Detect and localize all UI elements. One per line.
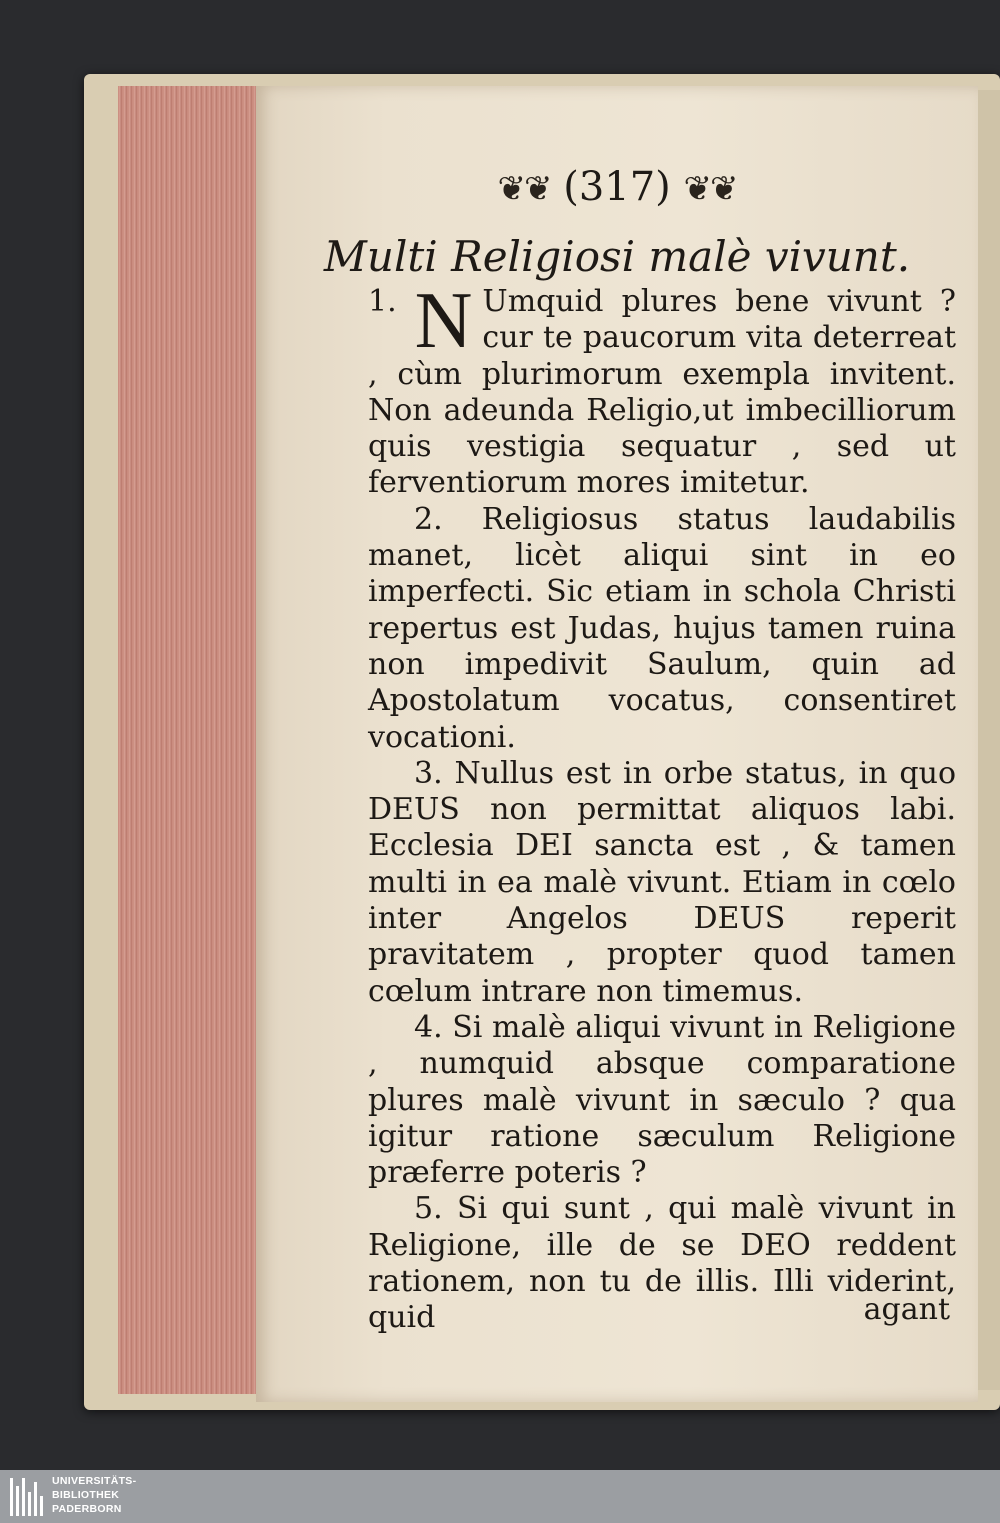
paragraph-3: 3. Nullus est in orbe status, in quo DEUS non permittat aliquos labi. Ecclesia DEI sancta est , & tamen multi in ea malè vivunt. Etiam in cœlo inter Angelos DEUS reperit pravitatem , propter quod tamen cœlum intrare non timemus. [368,755,956,1009]
page-edges [118,86,262,1394]
library-logo-icon [10,1478,46,1516]
library-name-line-1: UNIVERSITÄTS- [52,1475,137,1487]
page-number: (317) [563,164,671,210]
ornament-left-icon: ❦❦ [497,169,551,209]
library-name [52,1474,136,1516]
paragraph-2: 2. Religiosus status laudabilis manet, licèt aliqui sint in eo imperfecti. Sic etiam in schola Christi repertus est Judas, hujus tamen ruina non impedivit Saulum, quin ad Apostolatum vocatus, consentiret vocationi. [368,501,956,755]
book-page [256,86,978,1402]
facing-page-edge [978,90,1000,1390]
library-name-line-2: BIBLIOTHEK [52,1489,120,1501]
page-header [256,164,978,210]
drop-capital: N [414,277,473,365]
paragraph-number: 1. [368,284,397,319]
catchword: agant [863,1292,950,1327]
paragraph-5: 5. Si qui sunt , qui malè vivunt in Religione, ille de se DEO reddent rationem, non tu de illis. Illi viderint, quid [368,1191,956,1336]
paragraph-4: 4. Si malè aliqui vivunt in Religione , numquid absque comparatione plures malè vivunt in sæculo ? qua igitur ratione sæculum Religione præferre poteris ? [368,1009,956,1191]
library-name-line-3: PADERBORN [52,1503,122,1515]
footer-bar [0,1470,1000,1523]
page-body [368,277,956,1337]
paragraph-1 [368,277,956,502]
ornament-right-icon: ❦❦ [683,169,737,209]
paragraph-text: Umquid plures bene vivunt ? cur te paucorum vita deterreat , cùm plurimorum exempla invitent. Non adeunda Religio,ut imbecilliorum quis vestigia sequatur , sed ut ferventiorum mores imitetur. [368,284,956,501]
page-title: Multi Religiosi malè vivunt. [323,232,911,281]
